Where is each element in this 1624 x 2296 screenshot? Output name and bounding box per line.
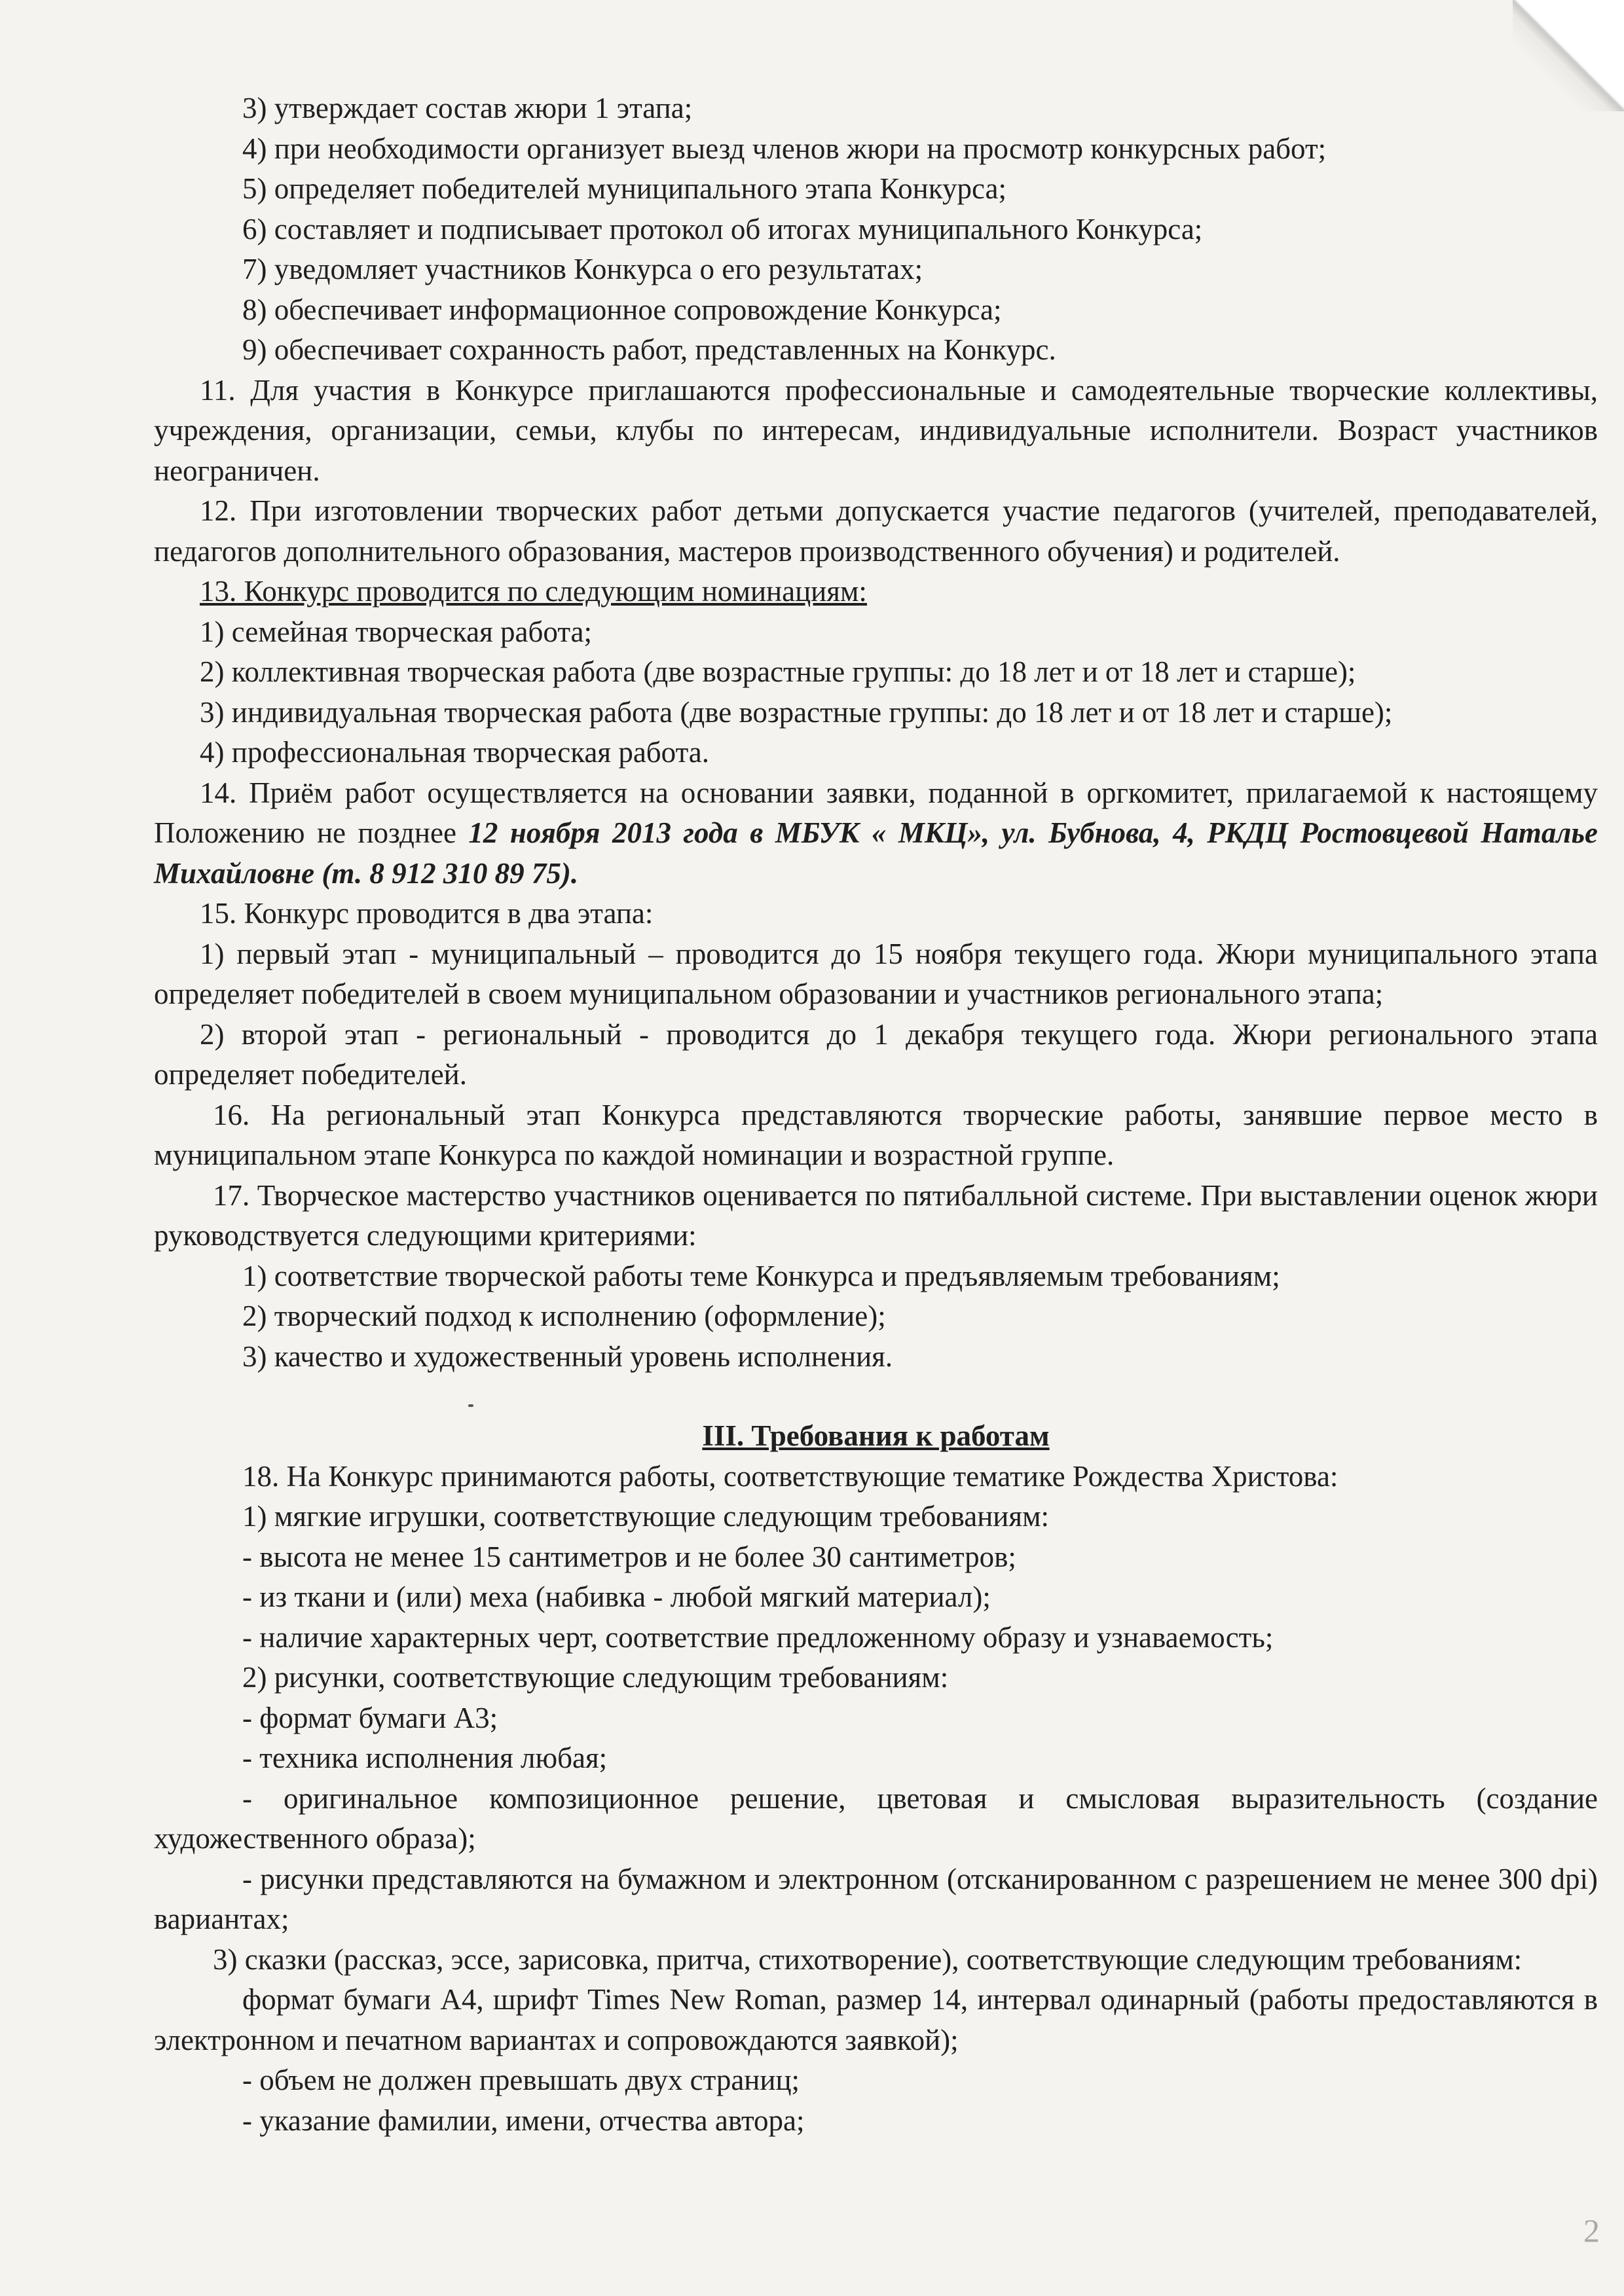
nominations-list	[154, 612, 1598, 773]
nomination-item: 4) профессиональная творческая работа.	[200, 736, 710, 769]
nomination-item: 1) семейная творческая работа;	[200, 615, 593, 648]
paragraph-16: 16. На региональный этап Конкурса представляются творческие работы, занявшие первое место в муниципальном этапе Конкурса по каждой номинации и возрастной группе.	[154, 1098, 1598, 1171]
paragraph-12: 12. При изготовлении творческих работ детьми допускается участие педагогов (учителей, преподавателей, педагогов дополнительного образования, мастеров производственного обучения) и родителей.	[154, 494, 1598, 568]
paragraph-11: 11. Для участия в Конкурсе приглашаются профессиональные и самодеятельные творческие коллективы, учреждения, организации, семьи, клубы по интересам, индивидуальные исполнители. Возраст участников неограничен.	[154, 373, 1598, 487]
drawing-requirement: - техника исполнения любая;	[242, 1741, 608, 1774]
organizer-duties	[154, 88, 1598, 371]
paragraph-14	[154, 773, 1598, 894]
tales-title: 3) сказки (рассказ, эссе, зарисовка, притча, стихотворение), соответствующие следующим требованиям:	[213, 1942, 1522, 1976]
drawings-title: 2) рисунки, соответствующие следующим требованиям:	[242, 1661, 949, 1694]
duty-item: 5) определяет победителей муниципального этапа Конкурса;	[242, 172, 1006, 205]
drawing-requirement: - рисунки представляются на бумажном и электронном (отсканированном с разрешением не менее 300 dpi) вариантах;	[154, 1862, 1598, 1935]
tale-requirement: формат бумаги А4, шрифт Times New Roman, размер 14, интервал одинарный (работы предоставляются в электронном и печатном вариантах и сопровождаются заявкой);	[154, 1983, 1598, 2056]
criteria-list	[154, 1256, 1598, 1377]
criterion-item: 3) качество и художественный уровень исполнения.	[242, 1339, 893, 1373]
duty-item: 9) обеспечивает сохранность работ, представленных на Конкурс.	[242, 333, 1056, 366]
drawing-requirement: - оригинальное композиционное решение, цветовая и смысловая выразительность (создание художественного образа);	[154, 1781, 1598, 1855]
paragraph-18: 18. На Конкурс принимаются работы, соответствующие тематике Рождества Христова:	[242, 1459, 1338, 1493]
toy-requirement: - высота не менее 15 сантиметров и не более 30 сантиметров;	[242, 1540, 1016, 1573]
nomination-item: 2) коллективная творческая работа (две возрастные группы: до 18 лет и от 18 лет и старше);	[200, 655, 1356, 688]
duty-item: 6) составляет и подписывает протокол об итогах муниципального Конкурса;	[242, 212, 1203, 246]
duty-item: 7) уведомляет участников Конкурса о его результатах;	[242, 253, 923, 285]
duty-item: 4) при необходимости организует выезд членов жюри на просмотр конкурсных работ;	[242, 132, 1327, 165]
page-number: 2	[1583, 2212, 1600, 2249]
toy-requirement: - из ткани и (или) меха (набивка - любой мягкий материал);	[242, 1580, 991, 1613]
nomination-item: 3) индивидуальная творческая работа (две возрастные группы: до 18 лет и от 18 лет и старше);	[200, 695, 1393, 729]
nominations-heading: 13. Конкурс проводится по следующим номинациям:	[200, 575, 867, 608]
drawing-requirement: - формат бумаги А3;	[242, 1701, 498, 1734]
deadline-address-emphasis: 12 ноября 2013 года в МБУК « МКЦ», ул. Бубнова, 4, РКДЦ Ростовцевой Наталье Михайловне (т. 8 912 310 89 75).	[154, 816, 1598, 890]
toys-title: 1) мягкие игрушки, соответствующие следующим требованиям:	[242, 1500, 1050, 1533]
paragraph-17: 17. Творческое мастерство участников оценивается по пятибалльной системе. При выставлении оценок жюри руководствуется следующими критериями:	[154, 1178, 1598, 1252]
paragraph-14-lead: 14. Приём работ осуществляется на основании заявки, поданной в оргкомитет, прилагаемой к настоящему Положению не позднее	[154, 776, 1598, 849]
paragraph-15-title: 15. Конкурс проводится в два этапа:	[200, 897, 654, 930]
duty-item: 3) утверждает состав жюри 1 этапа;	[242, 92, 693, 124]
paragraph-13-title	[154, 572, 1598, 612]
toy-requirement: - наличие характерных черт, соответствие предложенному образу и узнаваемость;	[242, 1620, 1274, 1654]
criterion-item: 1) соответствие творческой работы теме Конкурса и предъявляемым требованиям;	[242, 1259, 1280, 1292]
stage-item: 2) второй этап - региональный - проводится до 1 декабря текущего года. Жюри регионального этапа определяет победителей.	[154, 1017, 1598, 1091]
scan-speck	[468, 1404, 473, 1407]
duty-item: 8) обеспечивает информационное сопровождение Конкурса;	[242, 293, 1002, 326]
tale-requirement: - указание фамилии, имени, отчества автора;	[242, 2104, 805, 2137]
document-body	[154, 88, 1598, 2141]
criterion-item: 2) творческий подход к исполнению (оформление);	[242, 1300, 886, 1332]
stage-item: 1) первый этап - муниципальный – проводится до 15 ноября текущего года. Жюри муниципального этапа определяет победителей в своем муниципальном образовании и участников регионального этапа;	[154, 937, 1598, 1010]
tale-requirement: - объем не должен превышать двух страниц;	[242, 2064, 800, 2096]
section-3-heading: III. Требования к работам	[702, 1419, 1050, 1452]
